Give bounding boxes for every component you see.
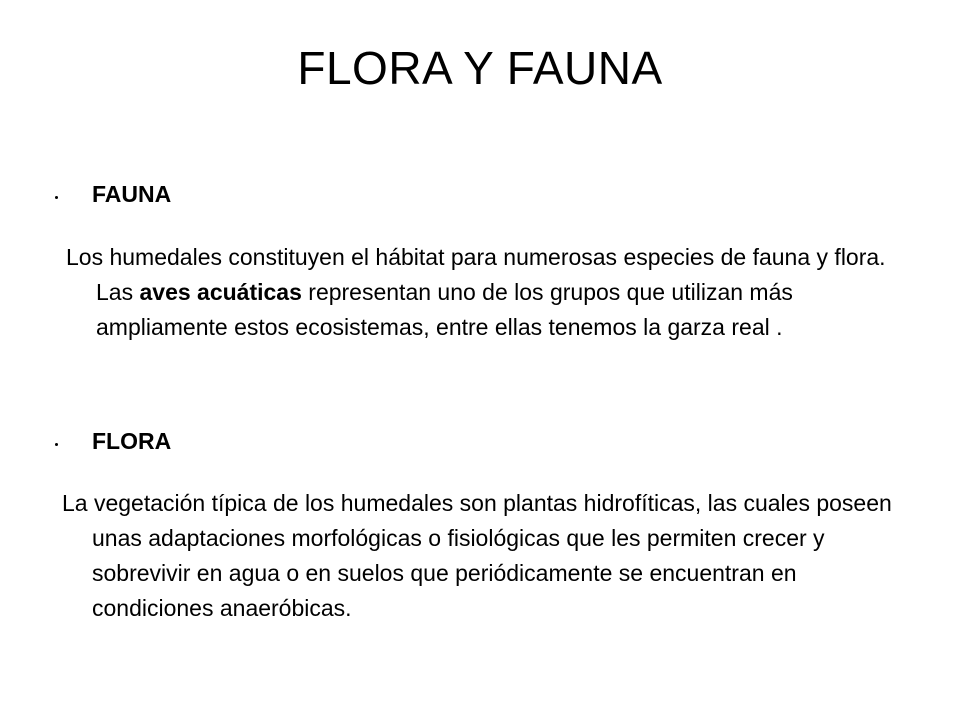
flora-text: La vegetación típica de los humedales son plantas hidrofíticas, las cuales poseen unas adaptaciones morfológicas o fisiológicas que les permiten crecer y sobrevivir en agua o en suelos que periódicamente se encuentran en condiciones anaeróbicas. (62, 490, 892, 621)
bullet-flora (55, 424, 171, 458)
fauna-text-end: representan uno de los grupos que utilizan más ampliamente estos ecosistemas, entre ellas tenemos la garza real . (96, 279, 793, 340)
bullet-dot-icon (55, 443, 58, 446)
fauna-text-start: Los humedales constituyen el hábitat para numerosas especies de fauna y flora. Las (66, 244, 886, 305)
section-heading-flora: FLORA (92, 427, 172, 454)
section-heading-fauna: FAUNA (92, 180, 172, 207)
fauna-paragraph (66, 240, 916, 345)
bullet-fauna (55, 177, 171, 211)
flora-paragraph (62, 486, 912, 626)
slide-title: FLORA Y FAUNA (297, 42, 663, 94)
bullet-dot-icon (55, 196, 58, 199)
fauna-text-bold: aves acuáticas (139, 279, 302, 305)
